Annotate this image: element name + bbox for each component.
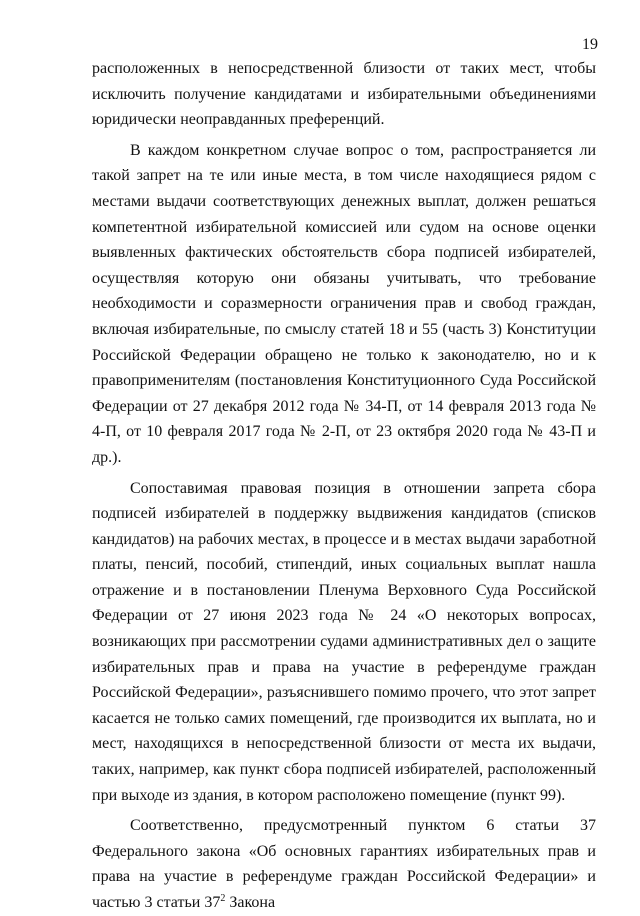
superscript-article-index: 2: [220, 893, 226, 904]
paragraph-tail: Закона: [225, 894, 276, 911]
paragraph-continuation: расположенных в непосредственной близости от таких мест, чтобы исключить получение кандидатами и избирательными объединениями юридически неоправданных преференций.: [92, 60, 596, 129]
paragraph-text: Соответственно, предусмотренный пунктом 6 статьи 37 Федерального закона «Об основных гарантиях избирательных прав и права на участие в референдуме граждан Российской Федерации» и частью 3 статьи 37: [92, 817, 596, 911]
page-number: 19: [582, 36, 598, 53]
paragraph-collection-ban-scope: В каждом конкретном случае вопрос о том, распространяется ли такой запрет на те или иные места, в том числе находящиеся рядом с местами выдачи соответствующих денежных выплат, должен решаться компетентной избирательной комиссией или судом на основе оценки выявленных фактических обстоятельств сбора подписей избирателей, осуществляя которую они обязаны учитывать, что требование необходимости и соразмерности ограничения прав и свобод граждан, включая избирательные, по смыслу статей 18 и 55 (часть 3) Конституции Российской Федерации обращено не только к законодателю, но и к правоприменителям (постановления Конституционного Суда Российской Федерации от 27 декабря 2012 года № 34-П, от 14 февраля 2013 года № 4-П, от 10 февраля 2017 года № 2-П, от 23 октября 2020 года № 43-П и др.).: [92, 141, 596, 466]
paragraph-federal-law-provision: [92, 813, 596, 915]
paragraph-supreme-court-position: Сопоставимая правовая позиция в отношении запрета сбора подписей избирателей в поддержку выдвижения кандидатов (списков кандидатов) на рабочих местах, в процессе и в местах выдачи заработной платы, пенсий, пособий, стипендий, иных социальных выплат нашла отражение и в постановлении Пленума Верховного Суда Российской Федерации от 27 июня 2023 года № 24 «О некоторых вопросах, возникающих при рассмотрении судами административных дел о защите избирательных прав и права на участие в референдуме граждан Российской Федерации», разъяснившего помимо прочего, что этот запрет касается не только самих помещений, где производится их выплата, но и мест, находящихся в непосредственной близости от места их выдачи, таких, например, как пункт сбора подписей избирателей, расположенный при выходе из здания, в котором расположено помещение (пункт 99).: [92, 479, 596, 804]
document-body: [92, 56, 596, 916]
